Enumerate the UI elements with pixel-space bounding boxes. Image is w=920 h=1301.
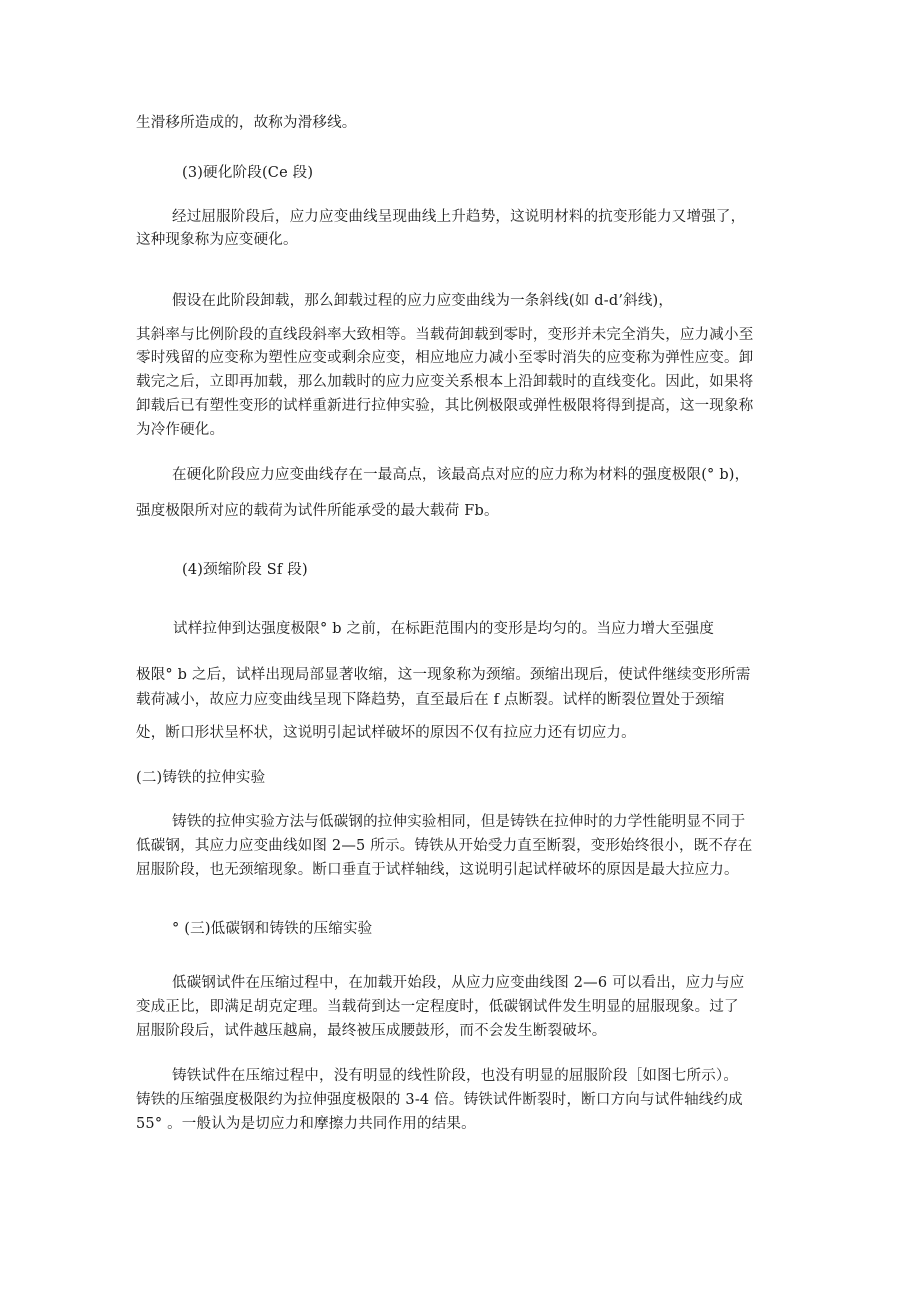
section-heading: (3)硬化阶段(Ce 段) [182, 165, 314, 181]
text-line: 铸铁的压缩强度极限约为拉伸强度极限的 3-4 倍。铸铁试件断裂时，断口方向与试件轴线约成 [136, 1092, 743, 1108]
text-line: 经过屈服阶段后，应力应变曲线呈现曲线上升趋势，这说明材料的抗变形能力又增强了， [172, 209, 746, 225]
text-line: 零时残留的应变称为塑性应变或剩余应变，相应地应力减小至零时消失的应变称为弹性应变。卸 [136, 350, 754, 366]
text-line: 这种现象称为应变硬化。 [136, 232, 298, 248]
text-line: 假设在此阶段卸载，那么卸载过程的应力应变曲线为一条斜线(如 d-d’斜线)， [172, 293, 674, 309]
text-line: 低碳钢试件在压缩过程中，在加载开始段，从应力应变曲线图 2—6 可以看出，应力与应 [172, 975, 745, 991]
text-line: 屈服阶段后，试件越压越扁，最终被压成腰鼓形，而不会发生断裂破坏。 [136, 1023, 607, 1039]
text-line: 为冷作硬化。 [136, 422, 225, 438]
text-line: 铸铁的拉伸实验方法与低碳钢的拉伸实验相同，但是铸铁在拉伸时的力学性能明显不同于 [172, 814, 746, 830]
text-line: 试样拉伸到达强度极限° b 之前，在标距范围内的变形是均匀的。当应力增大至强度 [173, 621, 715, 637]
text-line: 生滑移所造成的，故称为滑移线。 [136, 115, 357, 131]
section-heading: (二)铸铁的拉伸实验 [136, 770, 266, 786]
text-line: 铸铁试件在压缩过程中，没有明显的线性阶段，也没有明显的屈服阶段［如图七所示）。 [172, 1068, 739, 1084]
text-line: 其斜率与比例阶段的直线段斜率大致相等。当载荷卸载到零时，变形并未完全消失，应力减小至 [136, 327, 754, 343]
text-line: 55° 。一般认为是切应力和摩擦力共同作用的结果。 [136, 1116, 476, 1132]
text-line: 极限° b 之后，试样出现局部显著收缩，这一现象称为颈缩。颈缩出现后，使试件继续变形所需 [136, 667, 751, 683]
section-heading: ° (三)低碳钢和铸铁的压缩实验 [172, 921, 373, 937]
text-line: 卸载后已有塑性变形的试样重新进行拉伸实验，其比例极限或弹性极限将得到提高，这一现象称 [136, 398, 754, 414]
text-line: 变成正比，即满足胡克定理。当载荷到达一定程度时，低碳钢试件发生明显的屈服现象。过了 [136, 999, 739, 1015]
text-line: 强度极限所对应的载荷为试件所能承受的最大载荷 Fb。 [136, 503, 499, 519]
text-line: 在硬化阶段应力应变曲线存在一最高点，该最高点对应的应力称为材料的强度极限(° b)， [172, 467, 750, 483]
text-line: 载完之后，立即再加载，那么加载时的应力应变关系根本上沿卸载时的直线变化。因此，如果将 [136, 374, 754, 390]
text-line: 低碳钢，其应力应变曲线如图 2—5 所示。铸铁从开始受力直至断裂，变形始终很小，既不存在 [136, 838, 753, 854]
text-line: 处，断口形状呈杯状，这说明引起试样破坏的原因不仅有拉应力还有切应力。 [136, 725, 636, 741]
text-line: 屈服阶段，也无颈缩现象。断口垂直于试样轴线，这说明引起试样破坏的原因是最大拉应力。 [136, 862, 739, 878]
section-heading: (4)颈缩阶段 Sf 段) [182, 562, 308, 578]
text-line: 载荷减小，故应力应变曲线呈现下降趋势，直至最后在 f 点断裂。试样的断裂位置处于颈缩 [136, 692, 725, 708]
